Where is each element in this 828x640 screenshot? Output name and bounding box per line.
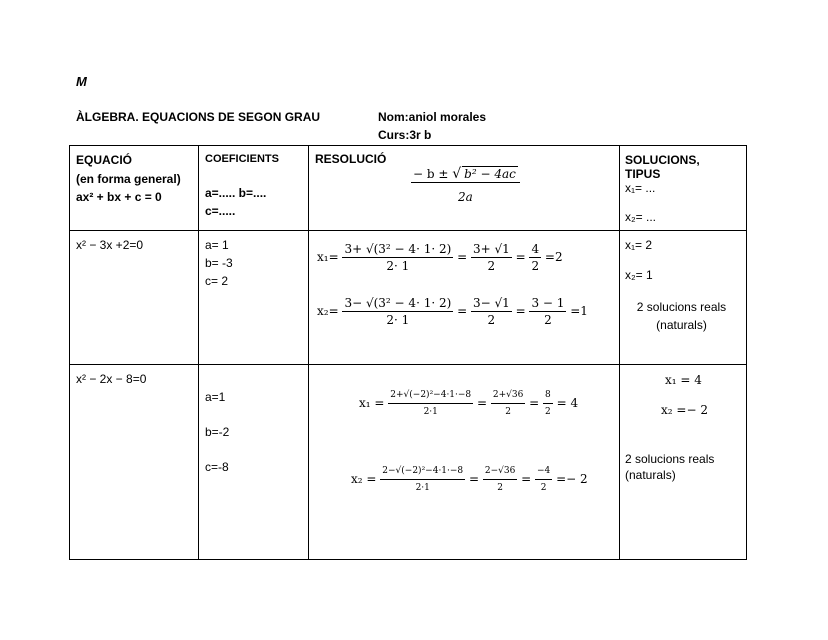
row2-x2-lhs: x₂ = (351, 472, 377, 486)
row1-type-line2: (naturals) (656, 318, 707, 332)
coef-c-placeholder: c=..... (205, 204, 236, 218)
header-coeficients-cell (199, 146, 309, 231)
row2-x2-mid-num: 2−√36 (483, 463, 517, 480)
table-header-row (70, 146, 747, 231)
formula-prefix: − b ± (413, 167, 449, 181)
row2-x2-mid-den: 2 (497, 483, 503, 493)
worksheet-title: ÀLGEBRA. EQUACIONS DE SEGON GRAU (76, 110, 321, 124)
table-row (70, 365, 747, 560)
row1-x2-den: 2· 1 (386, 313, 410, 327)
row2-x2-result: =− 2 (556, 472, 588, 486)
row1-sol-x2: x₂= 1 (625, 268, 653, 282)
row1-coef-a: a= 1 (205, 238, 229, 252)
tipus-title: TIPUS (625, 167, 661, 181)
student-name: Nom:aniol morales (378, 110, 487, 124)
table-row (70, 231, 747, 365)
row1-x1-lhs: x₁= (317, 250, 339, 264)
row1-x2-mid-num: 3− √1 (472, 296, 510, 310)
row1-equation: x² − 3x +2=0 (76, 238, 144, 252)
row1-x1-mid-den: 2 (487, 259, 496, 273)
row2-x1-result: = 4 (556, 396, 579, 410)
row2-x1-mid-den: 2 (505, 407, 511, 417)
quadratic-formula: $\frac{\text{− b ± √ b² − 4ac}}{2a}$ (411, 166, 520, 205)
header-resolucio-cell (309, 146, 620, 231)
row1-solucions-cell (620, 231, 747, 365)
formula-denominator: 2a (458, 190, 473, 204)
row2-x2-last-den: 2 (540, 483, 547, 493)
resolucio-title: RESOLUCIÓ (315, 152, 387, 166)
row2-sol-x2: x₂ =− 2 (661, 403, 708, 417)
row2-x1-equation: x₁ = $\frac{\text{2+√(−2)²−4·1·−8}}{2\cdot 1}$ = $\frac{2+√36}{2}$ = $\frac{8}{2}$ = 4 (359, 387, 578, 420)
row2-x2-den: 2·1 (415, 483, 430, 493)
page-mark: M (76, 74, 87, 89)
row2-coef-c: c=-8 (205, 460, 229, 474)
row1-x2-result: =1 (570, 304, 588, 318)
row2-x1-last-den: 2 (545, 407, 551, 417)
row1-x1-den: 2· 1 (386, 259, 410, 273)
equacio-title: EQUACIÓ (76, 153, 133, 167)
row1-resolucio-cell (309, 231, 620, 365)
row1-x2-mid-den: 2 (487, 313, 496, 327)
row1-equation-cell (70, 231, 199, 365)
row2-equation-cell (70, 365, 199, 560)
row1-x2-num: 3− √(3² − 4· 1· 2) (344, 296, 452, 310)
row2-x1-mid-num: 2+√36 (491, 387, 525, 404)
coeficients-title: COEFICIENTS (205, 153, 279, 165)
row1-x2-last-num: 3 − 1 (531, 296, 565, 310)
row2-x2-num: 2−√(−2)²−4·1·−8 (380, 463, 465, 480)
row1-x2-equation: x₂= $\frac{\text{3− √(3² − 4· 1· 2)}}{2\cdot 1}$ = $\frac{3- √1}{2}$ = $\frac{3 - 1}{2}$ =1 (317, 296, 588, 327)
row1-x2-lhs: x₂= (317, 304, 339, 318)
row2-coef-b: b=-2 (205, 425, 230, 439)
row2-x1-num: 2+√(−2)²−4·1·−8 (388, 387, 473, 404)
row2-x1-den: 2·1 (423, 407, 438, 417)
row1-sol-x1: x₁= 2 (625, 238, 653, 252)
row2-type-line1: 2 solucions reals (625, 452, 715, 466)
row2-equation: x² − 2x − 8=0 (76, 372, 147, 386)
row1-coef-c: c= 2 (205, 274, 229, 288)
student-course: Curs:3r b (378, 128, 432, 142)
header-solucions-cell (620, 146, 747, 231)
row2-sol-x1: x₁ = 4 (665, 373, 702, 387)
row2-type-line2: (naturals) (625, 468, 676, 482)
row1-coef-b: b= -3 (205, 256, 233, 270)
header-equacio-cell (70, 146, 199, 231)
equations-table (69, 145, 747, 560)
row1-x1-last-num: 4 (531, 242, 540, 256)
row1-x2-last-den: 2 (544, 313, 552, 327)
row1-type-line1: 2 solucions reals (636, 300, 727, 314)
row2-coef-cell (199, 365, 309, 560)
row2-x1-last-num: 8 (543, 387, 553, 404)
equacio-general-form: ax² + bx + c = 0 (76, 190, 162, 204)
row1-x1-result: =2 (544, 250, 563, 264)
row1-x1-num: 3+ √(3² − 4· 1· 2) (344, 242, 452, 256)
row1-x1-mid-num: 3+ √1 (472, 242, 510, 256)
row1-x1-equation: x₁= $\frac{\text{3+ √(3² − 4· 1· 2)}}{2\cdot 1}$ = $\frac{3+ √1}{2}$ = $\frac{4}{2}$ =2 (317, 242, 563, 273)
x2-placeholder: x₂= ... (625, 210, 657, 224)
equacio-subtitle: (en forma general) (76, 172, 181, 186)
x1-placeholder: x₁= ... (625, 181, 656, 195)
row2-coef-a: a=1 (205, 390, 226, 404)
row2-x2-equation: x₂ = $\frac{\text{2−√(−2)²−4·1·−8}}{2\cdot 1}$ = $\frac{2-√36}{2}$ = $\frac{-4}{2}$ =− 2 (351, 463, 588, 496)
row2-solucions-cell (620, 365, 747, 560)
formula-radicand: b² − 4ac (464, 167, 516, 181)
row2-x1-lhs: x₁ = (359, 396, 385, 410)
row2-resolucio-cell (309, 365, 620, 560)
row1-coef-cell (199, 231, 309, 365)
coef-ab-placeholder: a=..... b=.... (205, 186, 267, 200)
row2-x2-last-num: −4 (535, 463, 552, 480)
row1-x1-last-den: 2 (531, 259, 540, 273)
solucions-title: SOLUCIONS, (625, 153, 700, 167)
